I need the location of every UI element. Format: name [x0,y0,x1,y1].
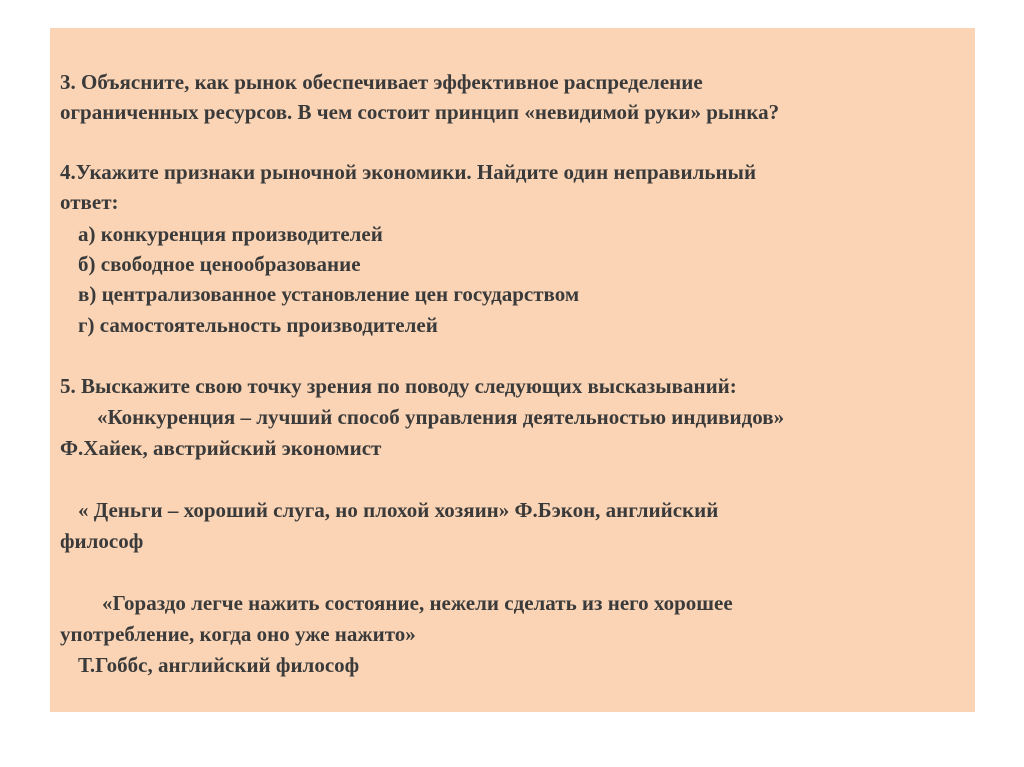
content-panel [50,28,975,712]
quote-hobbes-text-1: «Гораздо легче нажить состояние, нежели сделать из него хорошее [102,591,733,615]
quote-hobbes-text-2: употребление, когда оно уже нажито» [60,622,416,646]
quote-hayek-text: «Конкуренция – лучший способ управления деятельностью индивидов» [97,405,785,429]
question-3-line-1: 3. Объясните, как рынок обеспечивает эффективное распределение [60,70,703,94]
quote-hobbes-author: Т.Гоббс, английский философ [78,653,360,677]
question-3-line-2: ограниченных ресурсов. В чем состоит принцип «невидимой руки» рынка? [60,100,780,124]
answer-option-b: б) свободное ценообразование [78,252,361,276]
quote-bacon-text: « Деньги – хороший слуга, но плохой хозяин» Ф.Бэкон, английский [78,498,719,522]
answer-option-c: в) централизованное установление цен государством [78,282,580,306]
quote-bacon-author: философ [60,529,144,553]
quote-hayek-author: Ф.Хайек, австрийский экономист [60,436,382,460]
answer-option-a: а) конкуренция производителей [78,222,383,246]
question-4-line-1: 4.Укажите признаки рыночной экономики. Найдите один неправильный [60,160,757,184]
question-5-intro: 5. Выскажите свою точку зрения по поводу следующих высказываний: [60,374,737,398]
answer-option-d: г) самостоятельность производителей [78,313,438,337]
question-4-line-2: ответ: [60,190,119,214]
